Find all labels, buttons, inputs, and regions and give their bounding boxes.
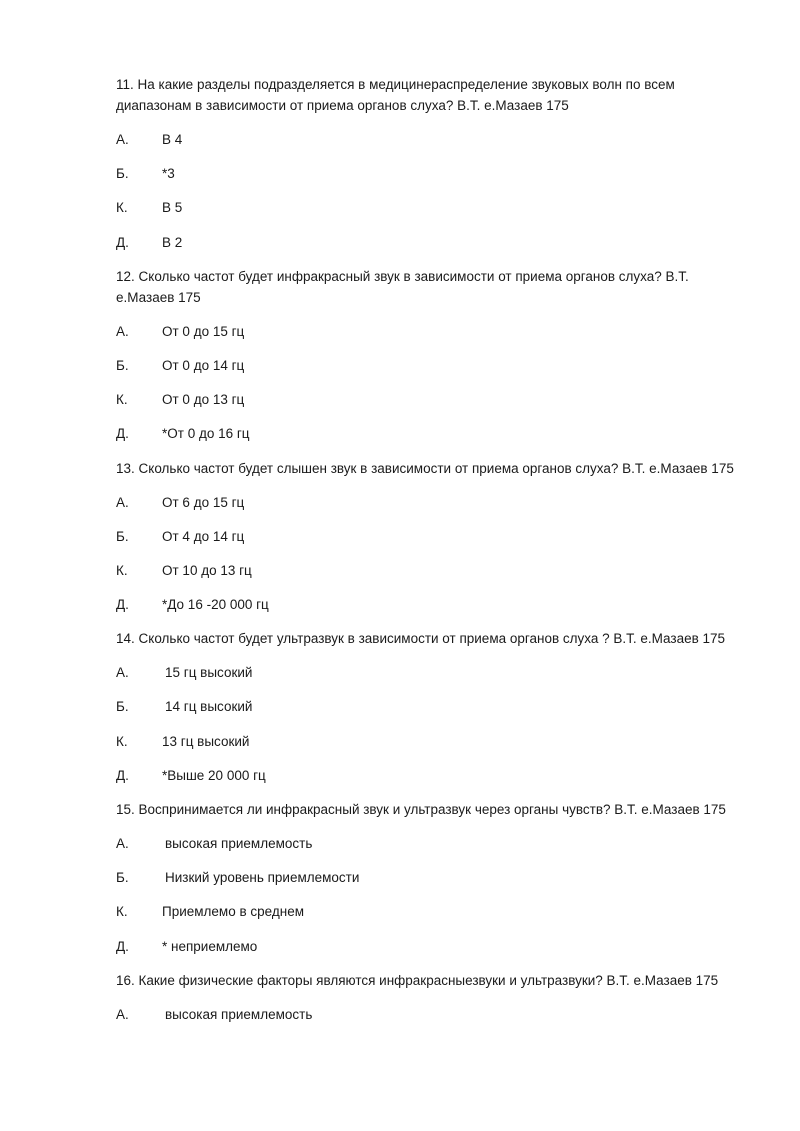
option-text: От 4 до 14 гц: [162, 528, 245, 544]
answer-option-b: [116, 355, 746, 376]
option-text: высокая приемлемость: [165, 836, 313, 851]
answer-option-a: [116, 662, 746, 683]
answer-option-a: [116, 321, 746, 342]
answer-option-b: [116, 163, 746, 184]
option-text: Низкий уровень приемлемости: [165, 870, 360, 886]
question-16: [116, 970, 746, 1025]
option-text: В 5: [162, 200, 183, 216]
answer-option-a: [116, 1004, 746, 1025]
question-text: 11. На какие разделы подразделяется в медицинераспределение звуковых волн по всем диапазонам в зависимости от приема органов слуха? В.Т. е.Мазаев 175: [116, 77, 675, 113]
option-text: Приемлемо в среднем: [162, 904, 304, 920]
option-text: От 0 до 15 гц: [162, 323, 245, 339]
option-label: Д.: [116, 597, 129, 613]
option-label: К.: [116, 904, 128, 920]
question-text: 13. Сколько частот будет слышен звук в зависимости от приема органов слуха? В.Т. е.Мазаев 175: [116, 460, 734, 476]
answer-option-k: [116, 901, 746, 922]
option-label: А.: [116, 494, 129, 510]
option-label: К.: [116, 562, 128, 578]
answer-option-a: [116, 492, 746, 513]
option-text: От 0 до 13 гц: [162, 392, 245, 408]
option-label: Д.: [116, 426, 129, 442]
question-text: 16. Какие физические факторы являются инфракрасныезвуки и ультразвуки? В.Т. е.Мазаев 175: [116, 972, 719, 988]
answer-option-b: [116, 526, 746, 547]
answer-option-a: [116, 833, 746, 854]
answer-option-d: [116, 936, 746, 957]
question-13: [116, 458, 746, 616]
question-11: [116, 74, 746, 253]
option-label: А.: [116, 1006, 129, 1022]
option-label: К.: [116, 200, 128, 216]
answer-option-d: [116, 423, 746, 444]
answer-option-k: [116, 389, 746, 410]
option-text: 14 гц высокий: [165, 699, 253, 715]
option-label: Д.: [116, 938, 129, 954]
option-text: *До 16 -20 000 гц: [162, 597, 269, 613]
option-label: Б.: [116, 357, 129, 373]
answer-option-d: [116, 232, 746, 253]
option-label: А.: [116, 836, 129, 851]
option-label: А.: [116, 665, 129, 681]
option-label: Б.: [116, 528, 129, 544]
option-label: Б.: [116, 166, 129, 182]
option-text: 15 гц высокий: [165, 665, 253, 681]
question-text: 12. Сколько частот будет инфракрасный звук в зависимости от приема органов слуха? В.Т. е.Мазаев 175: [116, 268, 689, 305]
option-label: Д.: [116, 234, 129, 250]
option-text: *От 0 до 16 гц: [162, 426, 250, 442]
answer-option-k: [116, 560, 746, 581]
answer-option-b: [116, 867, 746, 888]
option-text: В 4: [162, 132, 183, 147]
option-label: К.: [116, 392, 128, 408]
option-text: От 10 до 13 гц: [162, 562, 252, 578]
question-14: [116, 628, 746, 786]
option-text: *3: [162, 166, 175, 182]
answer-option-d: [116, 765, 746, 786]
option-label: Б.: [116, 699, 129, 715]
answer-option-k: [116, 197, 746, 218]
question-text: 15. Воспринимается ли инфракрасный звук и ультразвук через органы чувств? В.Т. е.Мазаев 175: [116, 802, 726, 817]
option-label: А.: [116, 323, 129, 339]
answer-option-a: [116, 129, 746, 150]
option-text: *Выше 20 000 гц: [162, 767, 266, 783]
option-text: От 6 до 15 гц: [162, 494, 245, 510]
option-text: От 0 до 14 гц: [162, 357, 245, 373]
document-body: [116, 74, 746, 1038]
answer-option-b: [116, 696, 746, 717]
question-text: 14. Сколько частот будет ультразвук в зависимости от приема органов слуха ? В.Т. е.Мазаев 175: [116, 631, 726, 647]
option-label: Б.: [116, 870, 129, 886]
question-15: [116, 799, 746, 957]
option-text: высокая приемлемость: [165, 1006, 313, 1022]
answer-option-d: [116, 594, 746, 615]
option-label: А.: [116, 132, 129, 147]
option-label: Д.: [116, 767, 129, 783]
option-label: К.: [116, 733, 128, 749]
option-text: * неприемлемо: [162, 938, 258, 954]
option-text: 13 гц высокий: [162, 733, 250, 749]
option-text: В 2: [162, 234, 183, 250]
answer-option-k: [116, 731, 746, 752]
question-12: [116, 266, 746, 445]
